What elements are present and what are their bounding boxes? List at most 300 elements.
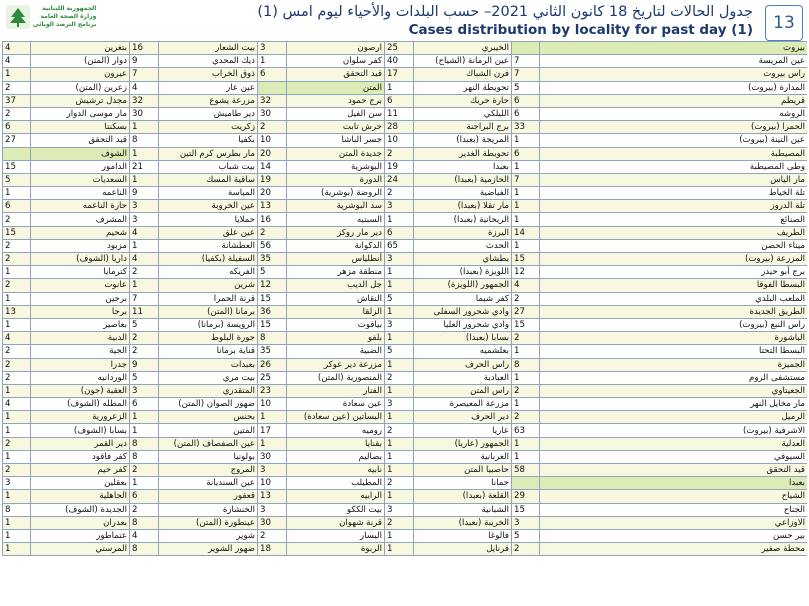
case-count-cell: 5 <box>130 318 159 331</box>
locality-name-cell: بحنس <box>159 411 258 424</box>
district-header-cell: المتن <box>287 81 385 94</box>
table-row <box>3 94 808 107</box>
locality-name-cell: السعديات <box>31 173 130 186</box>
locality-name-cell: جل الديب <box>287 279 385 292</box>
case-count-cell: 2 <box>3 81 31 94</box>
case-count-cell: 1 <box>258 411 287 424</box>
table-row <box>3 134 808 147</box>
title-english: Cases distribution by locality for past day (1) <box>408 22 753 38</box>
locality-name-cell: مزرعة دير عوكر <box>287 358 385 371</box>
case-count-cell: 1 <box>385 543 414 556</box>
locality-name-cell: الطريق الجديدة <box>540 305 808 318</box>
locality-name-cell: محطة صفير <box>540 543 808 556</box>
case-count-cell: 1 <box>130 424 159 437</box>
case-count-cell: 2 <box>385 371 414 384</box>
locality-name-cell: مزرعة يشوع <box>159 94 258 107</box>
locality-name-cell: الملعب البلدي <box>540 292 808 305</box>
case-count-cell: 8 <box>130 450 159 463</box>
case-count-cell: 3 <box>258 464 287 477</box>
locality-name-cell: الحازمية (بعبدا) <box>414 173 512 186</box>
locality-name-cell: عين الرمانة (الشياح) <box>414 55 512 68</box>
locality-name-cell: عين الخروبة <box>159 200 258 213</box>
case-count-cell: 6 <box>258 68 287 81</box>
case-count-cell: 10 <box>258 477 287 490</box>
locality-name-cell: الخيبري <box>414 42 512 55</box>
table-row <box>3 147 808 160</box>
case-count-cell: 6 <box>3 121 31 134</box>
locality-name-cell: برجين <box>31 292 130 305</box>
locality-name-cell: كفر فاقود <box>31 450 130 463</box>
locality-name-cell: الخريبة (بعبدا) <box>414 516 512 529</box>
case-count-cell: 1 <box>3 543 31 556</box>
table-row <box>3 279 808 292</box>
case-count-cell: 8 <box>130 516 159 529</box>
case-count-cell: 32 <box>258 94 287 107</box>
locality-name-cell: وطى المصيطبة <box>540 160 808 173</box>
locality-name-cell: المشرف <box>31 213 130 226</box>
case-count-cell: 36 <box>258 305 287 318</box>
locality-name-cell: العدلية <box>540 437 808 450</box>
case-count-cell: 6 <box>3 200 31 213</box>
locality-name-cell: البساتين (عين سعادة) <box>287 411 385 424</box>
case-count-cell: 1 <box>130 279 159 292</box>
locality-name-cell: تحويطة الغدير <box>414 147 512 160</box>
case-count-cell: 1 <box>3 318 31 331</box>
locality-name-cell: بولونيا <box>159 450 258 463</box>
case-count-cell: 4 <box>130 529 159 542</box>
case-count-cell: 1 <box>512 134 540 147</box>
locality-name-cell: دير طاميش <box>159 107 258 120</box>
case-count-cell: 1 <box>512 187 540 200</box>
case-count-cell: 3 <box>385 398 414 411</box>
case-count-cell: 1 <box>512 437 540 450</box>
table-row <box>3 384 808 397</box>
locality-name-cell: ضهور الصوان (المتن) <box>159 398 258 411</box>
case-count-cell: 1 <box>512 398 540 411</box>
locality-name-cell: شحيم <box>31 226 130 239</box>
case-count-cell: 1 <box>512 371 540 384</box>
locality-name-cell: مجدل ترشيش <box>31 94 130 107</box>
locality-name-cell: العربانية <box>414 450 512 463</box>
case-count-cell: 30 <box>258 107 287 120</box>
locality-name-cell: السبتيه <box>287 213 385 226</box>
case-count-cell <box>512 477 540 490</box>
table-row <box>3 477 808 490</box>
case-count-cell: 8 <box>3 503 31 516</box>
locality-name-cell: الدامور <box>31 160 130 173</box>
table-row <box>3 266 808 279</box>
table-row <box>3 345 808 358</box>
table-row <box>3 424 808 437</box>
table-row <box>3 55 808 68</box>
case-count-cell: 5 <box>130 371 159 384</box>
locality-name-cell: بعاصير <box>31 318 130 331</box>
locality-name-cell: اللويزة (بعبدا) <box>414 266 512 279</box>
locality-name-cell: جدرا <box>31 358 130 371</box>
case-count-cell: 2 <box>3 437 31 450</box>
locality-name-cell: داريا (الشوف) <box>31 253 130 266</box>
case-count-cell: 5 <box>512 81 540 94</box>
locality-name-cell: الاوزاعي <box>540 516 808 529</box>
locality-name-cell: العطشانة <box>159 239 258 252</box>
locality-name-cell: بعقلين <box>31 477 130 490</box>
locality-name-cell: ساقية المسك <box>159 173 258 186</box>
locality-name-cell: برج أبو حيدر <box>540 266 808 279</box>
locality-name-cell: بيت مري <box>159 371 258 384</box>
cases-table <box>2 41 807 556</box>
locality-name-cell: روميه <box>287 424 385 437</box>
locality-name-cell: اليسار <box>287 529 385 542</box>
locality-name-cell: بسابا (بعبدا) <box>414 332 512 345</box>
case-count-cell: 27 <box>512 305 540 318</box>
locality-name-cell: ضهور الشوير <box>159 543 258 556</box>
table-row <box>3 398 808 411</box>
case-count-cell: 1 <box>385 437 414 450</box>
locality-name-cell: فرن الشباك <box>414 68 512 81</box>
case-count-cell: 9 <box>130 187 159 200</box>
logo-text <box>33 5 96 29</box>
locality-name-cell: عين الصفصاف (المتن) <box>159 437 258 450</box>
table-row <box>3 529 808 542</box>
locality-name-cell: قيد التحقق <box>287 68 385 81</box>
locality-name-cell: بسابا (الشوف) <box>31 424 130 437</box>
case-count-cell: 4 <box>130 226 159 239</box>
case-count-cell: 7 <box>512 173 540 186</box>
case-count-cell: 1 <box>385 358 414 371</box>
case-count-cell: 8 <box>512 358 540 371</box>
case-count-cell: 7 <box>512 68 540 81</box>
cases-table-body <box>3 42 808 556</box>
case-count-cell: 6 <box>130 490 159 503</box>
locality-name-cell: فالوغا <box>414 529 512 542</box>
locality-name-cell: برج حمود <box>287 94 385 107</box>
logo-line: الجمهورية اللبنانية <box>42 5 97 12</box>
case-count-cell: 5 <box>512 529 540 542</box>
locality-name-cell: اليرزة <box>414 226 512 239</box>
locality-name-cell: دير مار روكز <box>287 226 385 239</box>
cases-table-container <box>2 41 807 606</box>
case-count-cell: 1 <box>130 477 159 490</box>
locality-name-cell: برج البراجنة <box>414 121 512 134</box>
locality-name-cell: منطقة مزهر <box>287 266 385 279</box>
table-row <box>3 173 808 186</box>
case-count-cell: 17 <box>385 68 414 81</box>
case-count-cell: 3 <box>512 516 540 529</box>
locality-name-cell: ميناء الحصن <box>540 239 808 252</box>
table-row <box>3 411 808 424</box>
case-count-cell: 3 <box>385 200 414 213</box>
locality-name-cell: المرستي <box>31 543 130 556</box>
locality-name-cell: حارة حريك <box>414 94 512 107</box>
table-row <box>3 490 808 503</box>
case-count-cell: 35 <box>258 253 287 266</box>
table-row <box>3 213 808 226</box>
case-count-cell: 16 <box>130 42 159 55</box>
table-row <box>3 292 808 305</box>
case-count-cell: 1 <box>385 464 414 477</box>
locality-name-cell: الروشه <box>540 107 808 120</box>
case-count-cell: 21 <box>130 160 159 173</box>
locality-name-cell: مزرعة المعيصرة <box>414 398 512 411</box>
case-count-cell: 1 <box>3 384 31 397</box>
locality-name-cell: حملايا <box>159 213 258 226</box>
table-row <box>3 543 808 556</box>
case-count-cell: 63 <box>512 424 540 437</box>
locality-name-cell: المروج <box>159 464 258 477</box>
table-row <box>3 516 808 529</box>
locality-name-cell: الفنار <box>287 384 385 397</box>
case-count-cell: 6 <box>512 94 540 107</box>
district-header-cell: الشوف <box>31 147 130 160</box>
locality-name-cell: الفريكه <box>159 266 258 279</box>
locality-name-cell: الضبية <box>287 345 385 358</box>
locality-name-cell: بيت الككو <box>287 503 385 516</box>
cedar-icon <box>6 5 30 29</box>
locality-name-cell: عين علق <box>159 226 258 239</box>
locality-name-cell: الريحانية (بعبدا) <box>414 213 512 226</box>
case-count-cell: 3 <box>130 200 159 213</box>
case-count-cell: 14 <box>512 226 540 239</box>
locality-name-cell: المتين <box>159 424 258 437</box>
case-count-cell: 27 <box>3 134 31 147</box>
table-row <box>3 42 808 55</box>
case-count-cell: 2 <box>3 358 31 371</box>
locality-name-cell: سن الفيل <box>287 107 385 120</box>
case-count-cell: 2 <box>512 292 540 305</box>
case-count-cell: 19 <box>258 173 287 186</box>
table-row <box>3 81 808 94</box>
case-count-cell: 2 <box>512 384 540 397</box>
case-count-cell: 12 <box>258 279 287 292</box>
case-count-cell: 15 <box>512 503 540 516</box>
case-count-cell: 28 <box>385 121 414 134</box>
case-count-cell: 1 <box>512 160 540 173</box>
case-count-cell: 2 <box>512 543 540 556</box>
table-row <box>3 121 808 134</box>
case-count-cell: 6 <box>130 398 159 411</box>
locality-name-cell: دوار (المتن) <box>31 55 130 68</box>
locality-name-cell: تحويطة النهر <box>414 81 512 94</box>
locality-name-cell: ذوق الخراب <box>159 68 258 81</box>
case-count-cell: 4 <box>3 42 31 55</box>
locality-name-cell: الجديدة (الشوف) <box>31 503 130 516</box>
locality-name-cell: عين السنديانة <box>159 477 258 490</box>
logo-line: وزارة الصحة العامة <box>40 13 97 20</box>
case-count-cell: 1 <box>3 529 31 542</box>
locality-name-cell: الصنائع <box>540 213 808 226</box>
case-count-cell: 2 <box>385 516 414 529</box>
locality-name-cell: الخنشارة <box>159 503 258 516</box>
case-count-cell: 2 <box>3 213 31 226</box>
case-count-cell: 4 <box>3 332 31 345</box>
locality-name-cell: عتماطور <box>31 529 130 542</box>
case-count-cell: 1 <box>385 213 414 226</box>
case-count-cell: 4 <box>3 55 31 68</box>
locality-name-cell: قعقور <box>159 490 258 503</box>
locality-name-cell: مستشفى الروم <box>540 371 808 384</box>
case-count-cell: 18 <box>258 543 287 556</box>
case-count-cell <box>258 81 287 94</box>
case-count-cell: 5 <box>385 292 414 305</box>
locality-name-cell: قناية برمانا <box>159 345 258 358</box>
case-count-cell: 1 <box>512 213 540 226</box>
locality-name-cell: راس بيروت <box>540 68 808 81</box>
locality-name-cell: الشبانية <box>414 503 512 516</box>
case-count-cell: 1 <box>258 437 287 450</box>
case-count-cell: 2 <box>512 332 540 345</box>
locality-name-cell: المزرعة (بيروت) <box>540 253 808 266</box>
case-count-cell: 1 <box>3 292 31 305</box>
case-count-cell: 1 <box>3 266 31 279</box>
case-count-cell: 1 <box>3 68 31 81</box>
locality-name-cell: جديدة المتن <box>287 147 385 160</box>
locality-name-cell: الجية <box>31 345 130 358</box>
case-count-cell: 11 <box>385 107 414 120</box>
case-count-cell: 35 <box>258 345 287 358</box>
table-row <box>3 160 808 173</box>
locality-name-cell: الوردانيه <box>31 371 130 384</box>
case-count-cell: 10 <box>258 398 287 411</box>
case-count-cell: 23 <box>258 384 287 397</box>
locality-name-cell: بعدران <box>31 516 130 529</box>
locality-name-cell: الجميزة <box>540 358 808 371</box>
locality-name-cell: دير القمر <box>31 437 130 450</box>
locality-name-cell: بكفيا <box>159 134 258 147</box>
locality-name-cell: الناعمه <box>31 187 130 200</box>
case-count-cell: 2 <box>3 107 31 120</box>
locality-name-cell: بلفو <box>287 332 385 345</box>
locality-name-cell: بعبدا <box>414 160 512 173</box>
locality-name-cell: قيد التحقق <box>540 464 808 477</box>
table-row <box>3 107 808 120</box>
report-titles <box>257 4 753 38</box>
table-row <box>3 332 808 345</box>
locality-name-cell: مار تقلا (بعبدا) <box>414 200 512 213</box>
case-count-cell: 17 <box>258 424 287 437</box>
locality-name-cell: السيوفي <box>540 450 808 463</box>
locality-name-cell: عينطورة (المتن) <box>159 516 258 529</box>
locality-name-cell: البسطا الفوقا <box>540 279 808 292</box>
case-count-cell: 1 <box>385 411 414 424</box>
locality-name-cell: الليلكي <box>414 107 512 120</box>
case-count-cell: 2 <box>3 345 31 358</box>
case-count-cell: 3 <box>385 503 414 516</box>
case-count-cell: 9 <box>130 55 159 68</box>
case-count-cell: 14 <box>258 160 287 173</box>
locality-name-cell: الدبية <box>31 332 130 345</box>
case-count-cell: 40 <box>385 55 414 68</box>
case-count-cell: 10 <box>258 134 287 147</box>
case-count-cell: 1 <box>3 490 31 503</box>
case-count-cell: 1 <box>385 266 414 279</box>
locality-name-cell: جسر الباشا <box>287 134 385 147</box>
locality-name-cell: بتغرين <box>31 42 130 55</box>
locality-name-cell: قيد التحقق <box>31 134 130 147</box>
table-row <box>3 503 808 516</box>
locality-name-cell: المدارة (بيروت) <box>540 81 808 94</box>
case-count-cell: 2 <box>385 147 414 160</box>
locality-name-cell: بسكنتا <box>31 121 130 134</box>
locality-name-cell: حاصبيا المتن <box>414 464 512 477</box>
table-row <box>3 187 808 200</box>
case-count-cell: 15 <box>3 160 31 173</box>
locality-name-cell: قريطم <box>540 94 808 107</box>
case-count-cell: 1 <box>385 450 414 463</box>
table-row <box>3 226 808 239</box>
locality-name-cell: بعلشميه <box>414 345 512 358</box>
locality-name-cell: البسطا التحتا <box>540 345 808 358</box>
case-count-cell: 3 <box>130 213 159 226</box>
locality-name-cell: كترمايا <box>31 266 130 279</box>
case-count-cell: 3 <box>3 477 31 490</box>
case-count-cell: 2 <box>130 266 159 279</box>
case-count-cell: 37 <box>3 94 31 107</box>
logo-line: برنامج الترصد الوبائي <box>33 21 97 28</box>
case-count-cell: 30 <box>130 107 159 120</box>
case-count-cell: 2 <box>3 464 31 477</box>
locality-name-cell: تلة الخياط <box>540 187 808 200</box>
district-header-cell: بيروت <box>540 42 808 55</box>
locality-name-cell: قرنايل <box>414 543 512 556</box>
locality-name-cell: الاشرفية (بيروت) <box>540 424 808 437</box>
case-count-cell: 5 <box>3 173 31 186</box>
case-count-cell: 11 <box>130 305 159 318</box>
table-row <box>3 200 808 213</box>
locality-name-cell: كفر شيما <box>414 292 512 305</box>
locality-name-cell: حارة الناعمه <box>31 200 130 213</box>
locality-name-cell: البوشرية <box>287 160 385 173</box>
case-count-cell: 16 <box>258 213 287 226</box>
locality-name-cell: مزبود <box>31 239 130 252</box>
locality-name-cell: الدورة <box>287 173 385 186</box>
case-count-cell: 2 <box>385 424 414 437</box>
locality-name-cell: عيرون <box>31 68 130 81</box>
locality-name-cell: بيت الشعار <box>159 42 258 55</box>
case-count-cell: 13 <box>258 200 287 213</box>
table-row <box>3 358 808 371</box>
locality-name-cell: الرميل <box>540 411 808 424</box>
case-count-cell: 1 <box>385 279 414 292</box>
table-row <box>3 68 808 81</box>
case-count-cell: 1 <box>130 173 159 186</box>
case-count-cell: 1 <box>130 121 159 134</box>
locality-name-cell: أنطلياس <box>287 253 385 266</box>
case-count-cell: 1 <box>512 239 540 252</box>
case-count-cell: 1 <box>385 490 414 503</box>
locality-name-cell: العبادية <box>414 371 512 384</box>
locality-name-cell: الشياح <box>540 490 808 503</box>
case-count-cell: 4 <box>130 81 159 94</box>
locality-name-cell: برمانا (المتن) <box>159 305 258 318</box>
locality-name-cell: الزعرورية <box>31 411 130 424</box>
case-count-cell: 33 <box>512 121 540 134</box>
case-count-cell: 4 <box>512 279 540 292</box>
case-count-cell: 1 <box>512 345 540 358</box>
locality-name-cell: كفر حيم <box>31 464 130 477</box>
case-count-cell: 1 <box>512 450 540 463</box>
case-count-cell: 9 <box>130 358 159 371</box>
case-count-cell: 30 <box>258 516 287 529</box>
case-count-cell: 2 <box>512 411 540 424</box>
case-count-cell: 20 <box>258 187 287 200</box>
locality-name-cell: حرش تابت <box>287 121 385 134</box>
locality-name-cell: الجمهور (عاريا) <box>414 437 512 450</box>
case-count-cell: 13 <box>258 490 287 503</box>
locality-name-cell: عاريا <box>414 424 512 437</box>
table-row <box>3 305 808 318</box>
case-count-cell: 15 <box>512 318 540 331</box>
case-count-cell: 6 <box>385 226 414 239</box>
